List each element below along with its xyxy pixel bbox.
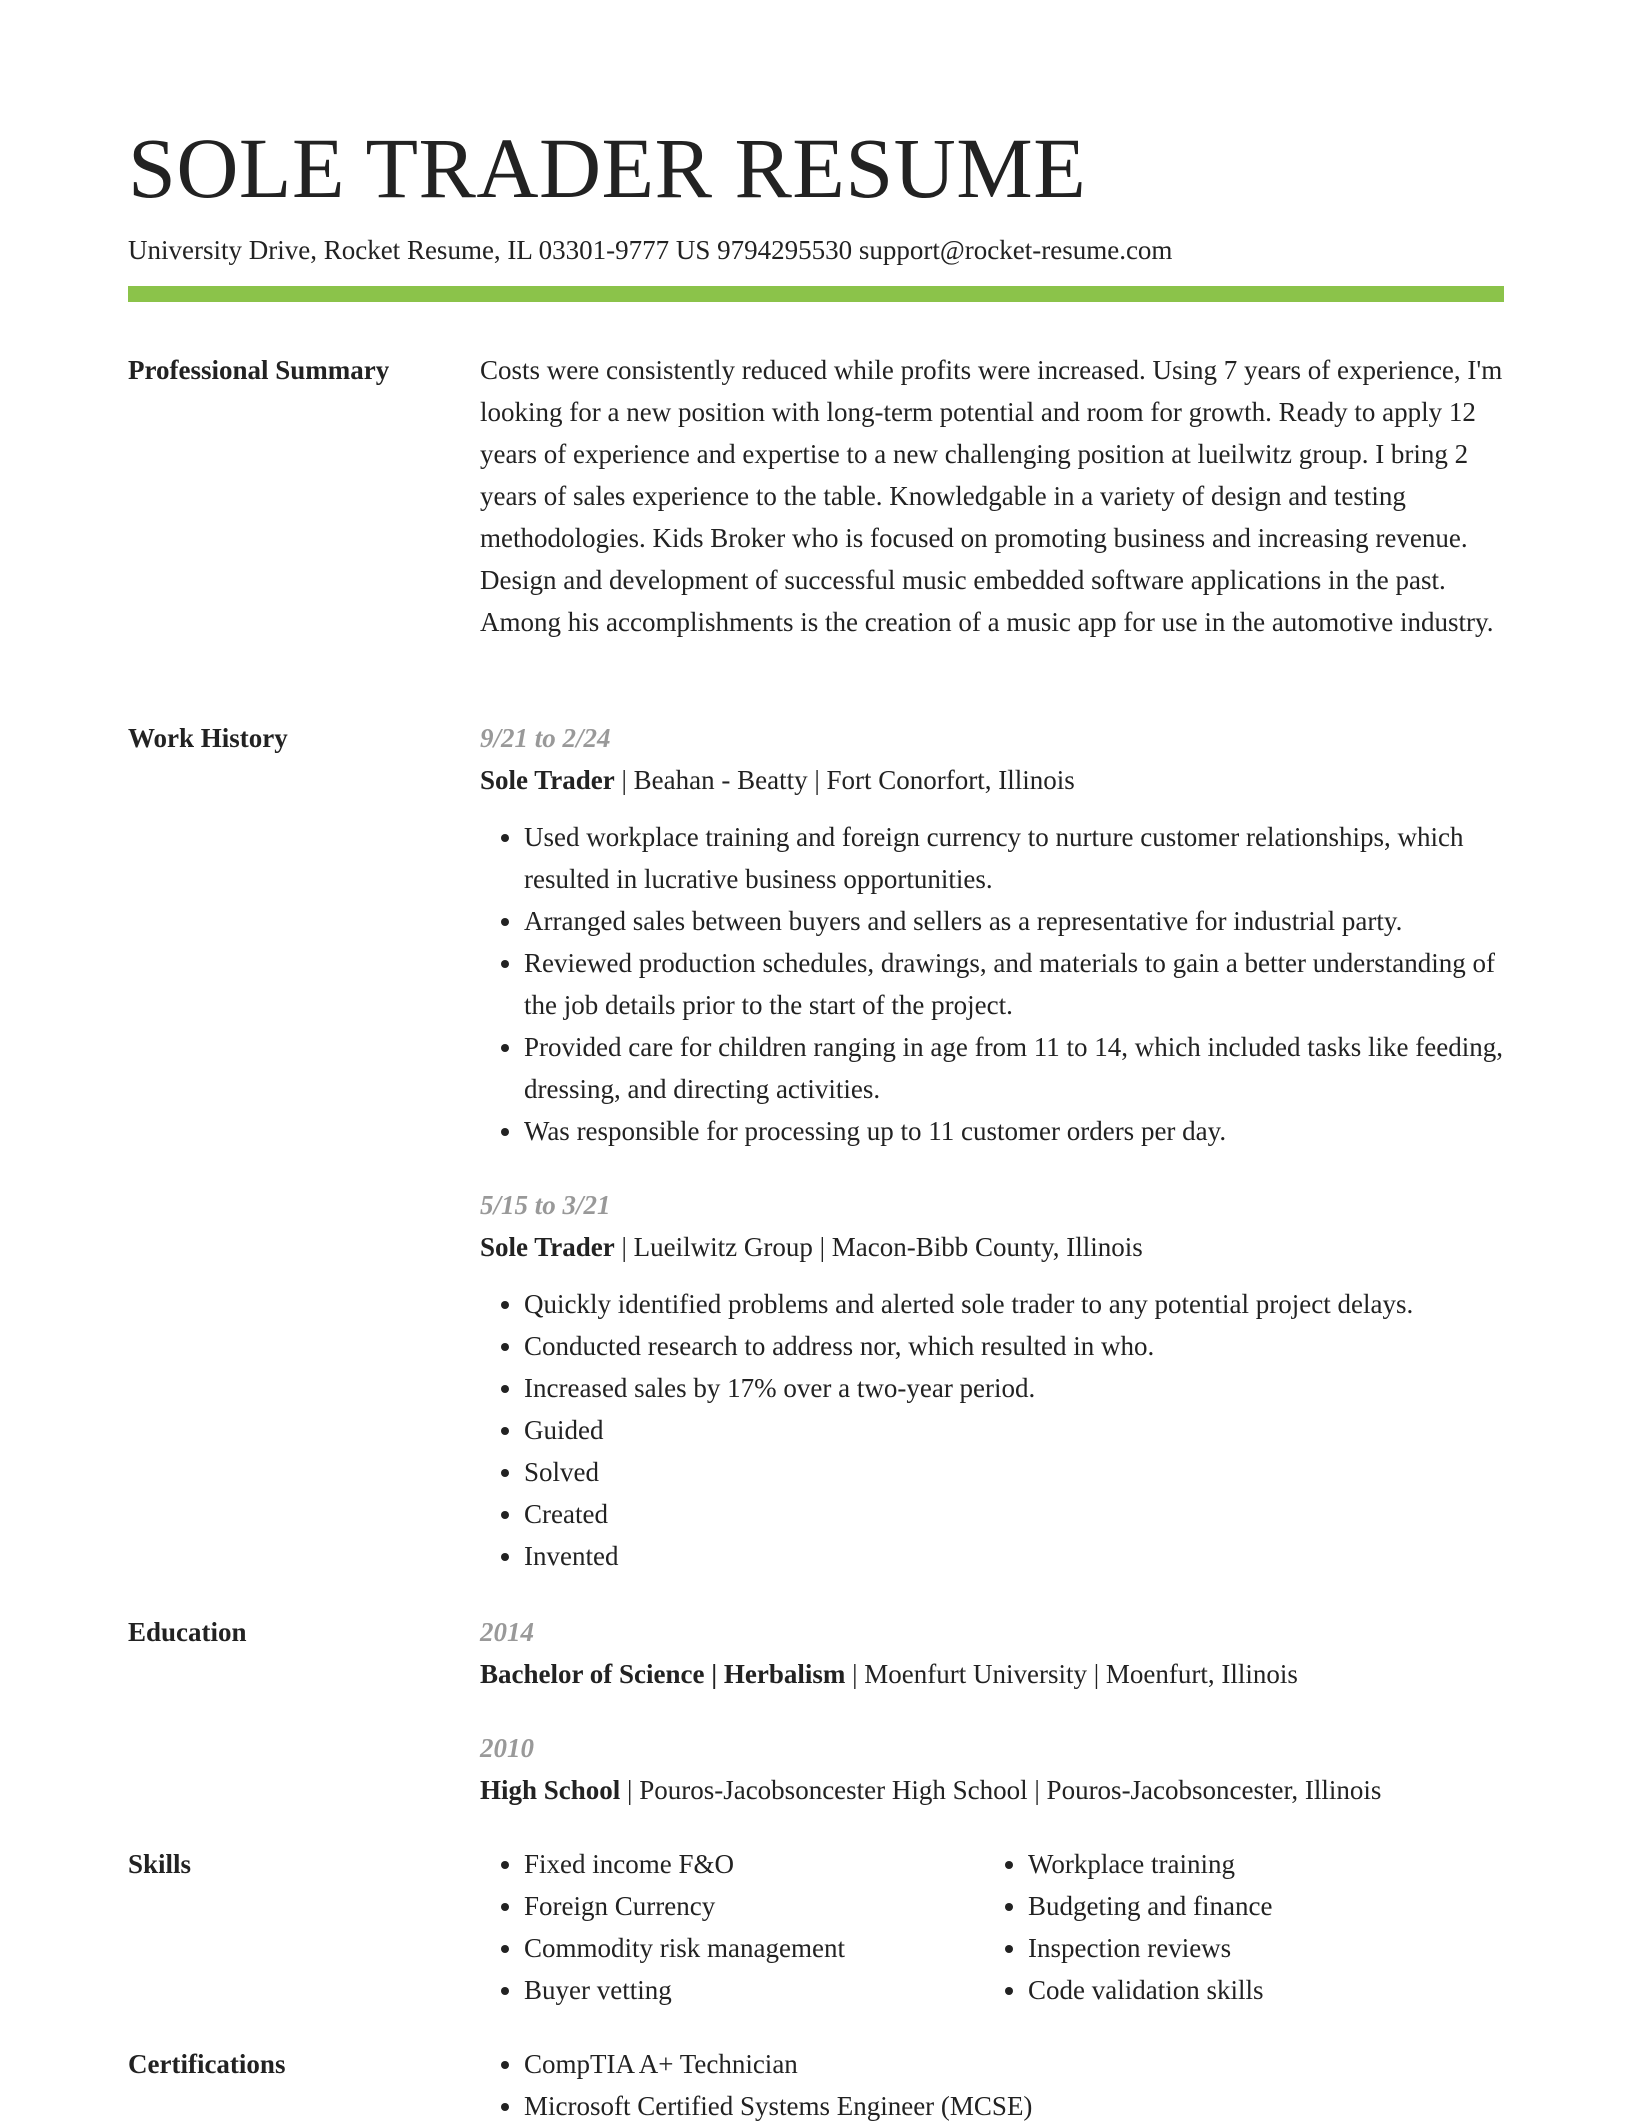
contact-info: University Drive, Rocket Resume, IL 03301-9777 US 9794295530 support@rocket-resume.com bbox=[128, 235, 1173, 265]
skill-item: • Inspection reviews bbox=[1028, 1927, 1488, 1969]
certification-item: • CompTIA A+ Technician bbox=[524, 2043, 1504, 2085]
job-bullet: • Created bbox=[524, 1493, 1504, 1535]
skill-item: • Fixed income F&O bbox=[524, 1843, 984, 1885]
work-history-body bbox=[480, 717, 1504, 1577]
skills-heading: Skills bbox=[128, 1849, 192, 1879]
job-bullets bbox=[480, 1283, 1504, 1577]
accent-divider bbox=[128, 286, 1504, 302]
job-bullet: • Solved bbox=[524, 1451, 1504, 1493]
education-details: | Pouros-Jacobsoncester High School | Pouros-Jacobsoncester, Illinois bbox=[620, 1775, 1382, 1805]
job-details: | Lueilwitz Group | Macon-Bibb County, Illinois bbox=[614, 1232, 1143, 1262]
skills-column-right bbox=[984, 1843, 1488, 2011]
skills-list bbox=[984, 1843, 1488, 2011]
skills-columns bbox=[480, 1843, 1504, 2011]
job-title-line bbox=[480, 1226, 1504, 1268]
job-bullet: • Increased sales by 17% over a two-year period. bbox=[524, 1367, 1504, 1409]
job-details: | Beahan - Beatty | Fort Conorfort, Illinois bbox=[614, 765, 1075, 795]
job-dates: 5/15 to 3/21 bbox=[480, 1190, 611, 1220]
education-year: 2010 bbox=[480, 1733, 534, 1763]
job-bullet: • Provided care for children ranging in age from 11 to 14, which included tasks like feeding, dressing, and directing activities. bbox=[524, 1026, 1504, 1110]
skill-item: • Commodity risk management bbox=[524, 1927, 984, 1969]
summary-heading: Professional Summary bbox=[128, 355, 390, 385]
job-bullet: • Quickly identified problems and alerted sole trader to any potential project delays. bbox=[524, 1283, 1504, 1325]
education-heading: Education bbox=[128, 1617, 247, 1647]
skill-item: • Budgeting and finance bbox=[1028, 1885, 1488, 1927]
education-details: | Moenfurt University | Moenfurt, Illinois bbox=[845, 1659, 1298, 1689]
education-entry bbox=[480, 1611, 1504, 1695]
job-bullet: • Conducted research to address nor, which resulted in who. bbox=[524, 1325, 1504, 1367]
skill-item: • Workplace training bbox=[1028, 1843, 1488, 1885]
education-year: 2014 bbox=[480, 1617, 534, 1647]
skills-body bbox=[480, 1843, 1504, 2011]
job-bullet: • Arranged sales between buyers and sellers as a representative for industrial party. bbox=[524, 900, 1504, 942]
job-title-line bbox=[480, 759, 1504, 801]
education-entry bbox=[480, 1727, 1504, 1811]
education-body bbox=[480, 1611, 1504, 1811]
job-bullet: • Guided bbox=[524, 1409, 1504, 1451]
job-entry bbox=[480, 717, 1504, 1152]
summary-body bbox=[480, 349, 1504, 643]
job-role: Sole Trader bbox=[480, 1232, 615, 1262]
job-bullet: • Reviewed production schedules, drawings, and materials to gain a better understanding of the job details prior to the start of the project. bbox=[524, 942, 1504, 1026]
education-line bbox=[480, 1769, 1504, 1811]
certifications-body bbox=[480, 2043, 1504, 2127]
certifications-list bbox=[480, 2043, 1504, 2127]
skills-column-left bbox=[480, 1843, 984, 2011]
skill-item: • Foreign Currency bbox=[524, 1885, 984, 1927]
summary-text: Costs were consistently reduced while profits were increased. Using 7 years of experience, I'm looking for a new position with long-term potential and room for growth. Ready to apply 12 years of experience and expertise to a new challenging position at lueilwitz group. I bring 2 years of sales experience to the table. Knowledgable in a variety of design and testing methodologies. Kids Broker who is focused on promoting business and increasing revenue. Design and development of successful music embedded software applications in the past. Among his accomplishments is the creation of a music app for use in the automotive industry. bbox=[480, 355, 1503, 637]
education-degree: High School bbox=[480, 1775, 621, 1805]
skills-list bbox=[480, 1843, 984, 2011]
education-degree: Bachelor of Science | Herbalism bbox=[480, 1659, 846, 1689]
certification-item: • Microsoft Certified Systems Engineer (MCSE) bbox=[524, 2085, 1504, 2127]
resume-title: SOLE TRADER RESUME bbox=[128, 120, 1087, 216]
job-role: Sole Trader bbox=[480, 765, 615, 795]
job-entry bbox=[480, 1184, 1504, 1577]
skill-item: • Code validation skills bbox=[1028, 1969, 1488, 2011]
job-bullets bbox=[480, 816, 1504, 1152]
education-line bbox=[480, 1653, 1504, 1695]
job-bullet: • Used workplace training and foreign currency to nurture customer relationships, which resulted in lucrative business opportunities. bbox=[524, 816, 1504, 900]
work-history-heading: Work History bbox=[128, 723, 288, 753]
certifications-heading: Certifications bbox=[128, 2049, 286, 2079]
skill-item: • Buyer vetting bbox=[524, 1969, 984, 2011]
job-dates: 9/21 to 2/24 bbox=[480, 723, 611, 753]
job-bullet: • Invented bbox=[524, 1535, 1504, 1577]
job-bullet: • Was responsible for processing up to 11 customer orders per day. bbox=[524, 1110, 1504, 1152]
